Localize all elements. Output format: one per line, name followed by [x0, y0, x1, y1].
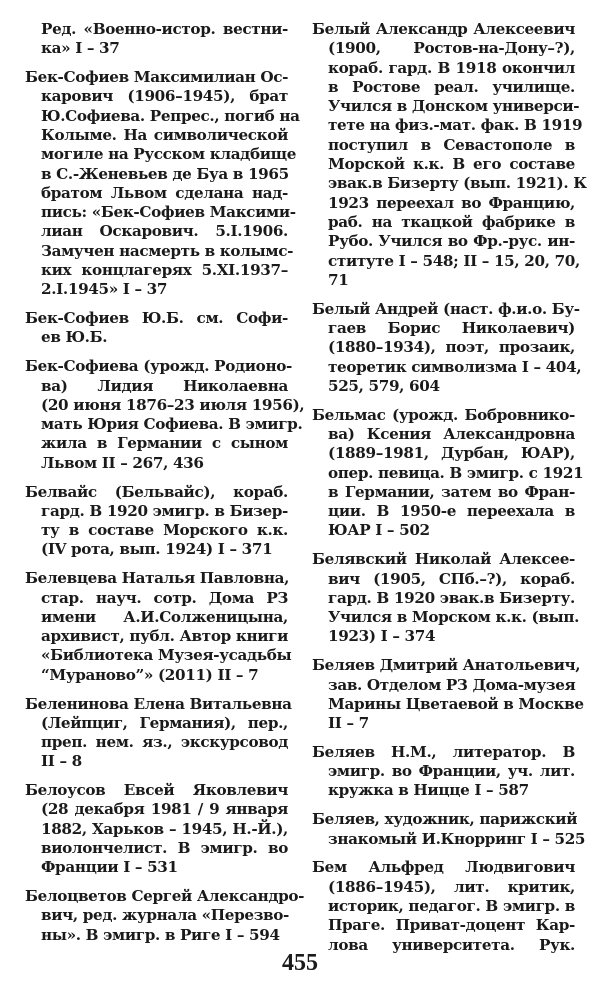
entry-text-line: II – 7 [328, 714, 369, 733]
entry-heading-line: Бек-Софиева (урожд. Родионо- [25, 357, 292, 376]
index-entry [25, 781, 288, 877]
entry-text-line: (1889–1981, Дурбан, ЮАР), [328, 444, 575, 463]
entry-text-line: (1900, Ростов-на-Дону–?), [328, 39, 575, 58]
entry-text-line: имени А.И.Солженицына, [41, 607, 288, 626]
index-entry [25, 483, 288, 560]
entry-text-line: эмигр. во Франции, уч. лит. [328, 762, 575, 781]
entry-text-line: “Мураново”» (2011) II – 7 [41, 665, 259, 684]
entry-text-line: 71 [328, 270, 349, 289]
entry-text-line: (Лейпциг, Германия), пер., [41, 713, 288, 732]
entry-text-line: II – 8 [41, 752, 82, 771]
index-entry [312, 810, 586, 849]
entry-heading-line: Белвайс (Бельвайс), кораб. [25, 482, 288, 501]
index-entry [25, 569, 292, 685]
entry-heading-line: Белоцветов Сергей Александро- [25, 887, 305, 906]
entry-text-line: ны». В эмигр. в Риге I – 594 [41, 925, 280, 944]
entry-text-line: гаев Борис Николаевич) [328, 318, 575, 337]
index-entry [312, 20, 587, 290]
index-column-left [25, 20, 305, 955]
index-entry [312, 656, 584, 733]
entry-heading-line: Беляев Н.М., литератор. В [312, 742, 575, 761]
index-entry [25, 357, 305, 473]
entry-heading-line: Беляев Дмитрий Анатольевич, [312, 656, 581, 675]
entry-text-line: эвак.в Бизерту (вып. 1921). К [328, 174, 587, 193]
entry-text-line: 1923 переехал во Францию, [328, 193, 575, 212]
entry-heading-line: Белевцева Наталья Павловна, [25, 569, 290, 588]
entry-text-line: Франции I – 531 [41, 858, 178, 877]
entry-text-line: лова университета. Рук. [328, 935, 575, 954]
entry-text-line: в Ростове реал. училище. [328, 77, 575, 96]
entry-text-line: братом Львом сделана над- [41, 183, 288, 202]
entry-text-line: (IV рота, вып. 1924) I – 371 [41, 540, 273, 559]
index-entry [25, 68, 300, 300]
index-entry [312, 858, 575, 954]
entry-text-line: 1923) I – 374 [328, 627, 436, 646]
entry-text-line: стар. науч. сотр. Дома РЗ [41, 588, 288, 607]
entry-text-line: ка» I – 37 [41, 39, 120, 58]
entry-text-line: Морской к.к. В его составе [328, 155, 575, 174]
entry-text-line: могиле на Русском кладбище [41, 145, 297, 164]
entry-text-line: ституте I – 548; II – 15, 20, 70, [328, 251, 580, 270]
entry-text-line: Марины Цветаевой в Москве [328, 694, 584, 713]
entry-text-line: пись: «Бек-Софиев Максими- [41, 203, 296, 222]
entry-text-line: «Библиотека Музея-усадьбы [41, 646, 292, 665]
index-entry [312, 299, 582, 396]
entry-text-line: вич (1905, СПб.–?), кораб. [328, 569, 575, 588]
entry-heading-line: Бельмас (урожд. Бобровнико- [312, 405, 575, 424]
index-column-right [312, 20, 587, 964]
entry-text-line: мать Юрия Софиева. В эмигр. [41, 415, 303, 434]
entry-text-line: ев Ю.Б. [41, 328, 108, 347]
entry-text-line: гард. В 1920 эмигр. в Бизер- [41, 501, 288, 520]
entry-text-line: в Германии, затем во Фран- [328, 482, 575, 501]
entry-text-line: преп. нем. яз., экскурсовод [41, 733, 288, 752]
entry-text-line: (1880–1934), поэт, прозаик, [328, 338, 575, 357]
entry-text-line: 1882, Харьков – 1945, Н.-Й.), [41, 819, 288, 838]
entry-text-line: ЮАР I – 502 [328, 521, 430, 540]
entry-text-line: кружка в Ницце I – 587 [328, 781, 529, 800]
index-entry [312, 405, 584, 541]
entry-heading-line: Бек-Софиев Максимилиан Ос- [25, 68, 289, 87]
entry-heading-line: Беленинова Елена Витальевна [25, 694, 292, 713]
entry-text-line: виолончелист. В эмигр. во [41, 839, 288, 858]
entry-text-line: ту в составе Морского к.к. [41, 521, 288, 540]
entry-text-line: лиан Оскарович. 5.I.1906. [41, 222, 288, 241]
entry-text-line: Замучен насмерть в колымс- [41, 241, 294, 260]
entry-text-line: 525, 579, 604 [328, 376, 440, 395]
entry-text-line: поступил в Севастополе в [328, 135, 575, 154]
entry-text-line: знакомый И.Кнорринг I – 525 [328, 829, 586, 848]
index-entry [312, 743, 575, 801]
entry-text-line: Ред. «Военно-истор. вестни- [41, 20, 288, 38]
entry-text-line: (20 июня 1876–23 июля 1956), [41, 395, 305, 414]
page-number: 455 [282, 950, 318, 976]
entry-text-line: ва) Ксения Александровна [328, 424, 575, 443]
entry-heading-line: Белый Андрей (наст. ф.и.о. Бу- [312, 299, 580, 318]
entry-text-line: Праге. Приват-доцент Кар- [328, 916, 575, 935]
entry-text-line: раб. на ткацкой фабрике в [328, 212, 575, 231]
entry-text-line: Учился в Донском универси- [328, 97, 580, 116]
entry-text-line: Учился в Морском к.к. (вып. [328, 608, 580, 627]
entry-heading-line: Бек-Софиев Ю.Б. см. Софи- [25, 309, 288, 328]
entry-text-line: тете на физ.-мат. фак. В 1919 [328, 116, 583, 135]
index-entry [25, 694, 292, 772]
entry-text-line: историк, педагог. В эмигр. в [328, 896, 575, 915]
entry-heading-line: Беляев, художник, парижский [312, 810, 578, 829]
entry-text-line: опер. певица. В эмигр. с 1921 [328, 463, 584, 482]
index-entry [25, 887, 305, 945]
entry-text-line: 2.I.1945» I – 37 [41, 280, 168, 299]
index-entry [312, 550, 580, 646]
entry-text-line: кораб. гард. В 1918 окончил [328, 58, 575, 77]
entry-text-line: Ю.Софиева. Репрес., погиб на [41, 106, 300, 125]
entry-text-line: гард. В 1920 эвак.в Бизерту. [328, 588, 575, 607]
entry-text-line: теоретик символизма I – 404, [328, 357, 582, 376]
entry-text-line: в С.-Женевьев де Буа в 1965 [41, 164, 289, 183]
entry-text-line: карович (1906–1945), брат [41, 87, 288, 106]
entry-text-line: Рубо. Учился во Фр.-рус. ин- [328, 232, 575, 251]
entry-heading-line: Бем Альфред Людвигович [312, 858, 575, 877]
entry-text-line: зав. Отделом РЗ Дома-музея [328, 675, 576, 694]
entry-text-line: архивист, публ. Автор книги [41, 627, 288, 646]
entry-heading-line: Белявский Николай Алексее- [312, 550, 575, 569]
entry-text-line: ких концлагерях 5.XI.1937– [41, 261, 288, 280]
entry-heading-line: Белый Александр Алексеевич [312, 20, 575, 38]
entry-text-line: Колыме. На символической [41, 125, 288, 144]
entry-text-line: жила в Германии с сыном [41, 434, 288, 453]
entry-heading-line: Белоусов Евсей Яковлевич [25, 781, 288, 800]
index-entry [25, 20, 288, 59]
entry-text-line: (28 декабря 1981 / 9 января [41, 800, 288, 819]
entry-text-line: (1886–1945), лит. критик, [328, 877, 575, 896]
entry-text-line: ва) Лидия Николаевна [41, 376, 288, 395]
index-entry [25, 309, 288, 348]
entry-text-line: вич, ред. журнала «Перезво- [41, 906, 289, 925]
entry-text-line: ции. В 1950-е переехала в [328, 502, 575, 521]
entry-text-line: Львом II – 267, 436 [41, 453, 204, 472]
